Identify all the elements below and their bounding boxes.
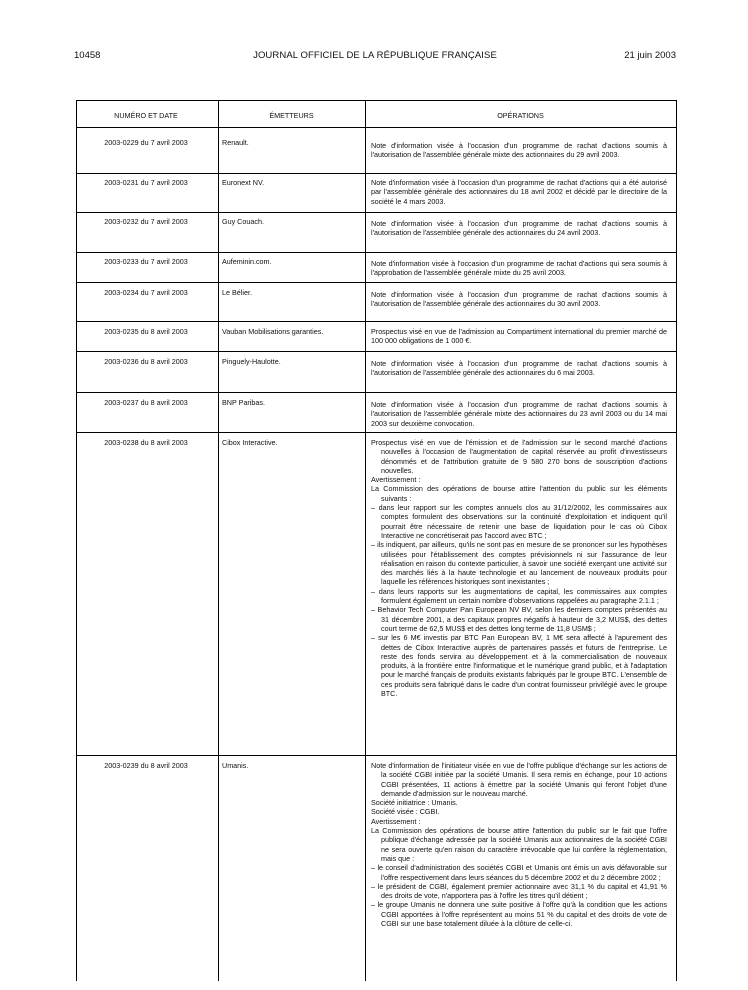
column-header-issuers: ÉMETTEURS (269, 111, 314, 120)
row-issuer: BNP Paribas. (222, 398, 266, 407)
row-operation: Note d'information visée à l'occasion d'un programme de rachat d'actions soumis à l'autorisation de l'assemblée générale des actionnaires du 30 avril 2003. (371, 290, 667, 309)
row-number: 2003-0238 du 8 avril 2003 (104, 438, 188, 447)
row-issuer: Le Bélier. (222, 288, 252, 297)
operations-table (76, 100, 677, 981)
row-number: 2003-0235 du 8 avril 2003 (104, 327, 188, 336)
column-header-operations: OPÉRATIONS (497, 111, 544, 120)
row-number: 2003-0239 du 8 avril 2003 (104, 761, 188, 770)
row-number: 2003-0229 du 7 avril 2003 (104, 138, 188, 147)
row-operation: Note d'information de l'initiateur visée en vue de l'offre publique d'échange sur les actions de la société CGBI initiée par la société Umanis. Il sera remis en échange, pour 10 actions CGBI présentées, 11 actions à émettre par la société Umanis qui feront l'objet d'une demande d'admission sur le nouveau marché. Société initiatrice : Umanis. Société visée : CGBI. Avertissement : La Commission des opérations de bourse attire l'attention du public sur le fait que l'offre publique d'échange adressée par la société Umanis aux actionnaires de la société CGBI ne sera ouverte qu'en raison du caractère irrévocable que lui confère la réglementation, mais que : – le conseil d'administration des sociétés CGBI et Umanis ont émis un avis défavorable sur l'offre respectivement dans leurs séances du 5 décembre 2002 et du 2 décembre 2002 ; – le président de CGBI, également premier actionnaire avec 31,1 % du capital et 41,91 % des droits de vote, n'apportera pas à l'offre les titres qu'il détient ; – le groupe Umanis ne donnera une suite positive à l'offre qu'à la condition que les actions CGBI apportées à l'offre représentent au moins 51 % du capital et des droits de vote de CGBI sur une base totalement diluée à la clôture de celle-ci. (371, 761, 667, 929)
row-number: 2003-0237 du 8 avril 2003 (104, 398, 188, 407)
row-operation: Note d'information visée à l'occasion d'un programme de rachat d'actions soumis à l'autorisation de l'assemblée générale mixte des actionnaires du 23 avril 2003 ou du 14 mai 2003 sur deuxième convocation. (371, 400, 667, 428)
row-issuer: Cibox Interactive. (222, 438, 278, 447)
issue-date: 21 juin 2003 (624, 50, 676, 61)
row-issuer: Pinguely-Haulotte. (222, 357, 281, 366)
column-divider (365, 101, 366, 981)
row-issuer: Umanis. (222, 761, 249, 770)
row-number: 2003-0233 du 7 avril 2003 (104, 257, 188, 266)
column-header-number-date: NUMÉRO ET DATE (114, 111, 178, 120)
journal-title: JOURNAL OFFICIEL DE LA RÉPUBLIQUE FRANÇAISE (253, 50, 497, 61)
row-number: 2003-0236 du 8 avril 2003 (104, 357, 188, 366)
row-operation: Note d'information visée à l'occasion d'un programme de rachat d'actions soumis à l'autorisation de l'assemblée générale des actionnaires du 24 avril 2003. (371, 219, 667, 238)
page-header (74, 50, 676, 64)
row-issuer: Euronext NV. (222, 178, 265, 187)
column-divider (218, 101, 219, 981)
row-number: 2003-0232 du 7 avril 2003 (104, 217, 188, 226)
row-operation: Note d'information visée à l'occasion d'un programme de rachat d'actions qui sera soumis à l'approbation de l'assemblée générale mixte du 25 avril 2003. (371, 259, 667, 278)
row-number: 2003-0234 du 7 avril 2003 (104, 288, 188, 297)
row-number: 2003-0231 du 7 avril 2003 (104, 178, 188, 187)
row-operation: Note d'information visée à l'occasion d'un programme de rachat d'actions soumis à l'autorisation de l'assemblée générale des actionnaires du 6 mai 2003. (371, 359, 667, 378)
row-issuer: Renault. (222, 138, 249, 147)
row-operation: Prospectus visé en vue de l'émission et de l'admission sur le second marché d'actions nouvelles à l'occasion de l'augmentation de capital réservée au profit d'investisseurs dénommés et de l'attribution gratuite de 9 580 270 bons de souscription d'actions nouvelles. Avertissement : La Commission des opérations de bourse attire l'attention du public sur les éléments suivants : – dans leur rapport sur les comptes annuels clos au 31/12/2002, les commissaires aux comptes formulent des observations sur la continuité d'exploitation et indiquent qu'il pourrait être nécessaire de retenir une base de liquidation pour le cas où Cibox Interactive ne concrétiserait pas l'accord avec BTC ; – ils indiquent, par ailleurs, qu'ils ne sont pas en mesure de se prononcer sur les hypothèses utilisées pour l'établissement des comptes prévisionnels ni sur l'assurance de leur réalisation en raison du contexte particulier, à savoir une société exerçant une activité sur des marchés liés à la haute technologie et au lancement de nouveaux produits pour laquelle les références historiques sont inexistantes ; – dans leurs rapports sur les augmentations de capital, les commissaires aux comptes formulent également un certain nombre d'observations rappelées au paragraphe 2.1.1 ; – Behavior Tech Computer Pan European NV BV, selon les derniers comptes présentés au 31 décembre 2001, a des capitaux propres négatifs à hauteur de 3,2 MUS$, des dettes court terme de 62,5 MUS$ et des dettes long terme de 11,8 USM$ ; – sur les 6 M€ investis par BTC Pan European BV, 1 M€ sera affecté à l'apurement des dettes de Cibox Interactive auprès de partenaires passés et futurs de l'entreprise. Le reste des fonds servira au développement et à la commercialisation de nouveaux produits, à la frontière entre l'informatique et le numérique grand public, et à l'adaptation pour le marché français de produits existants fabriqués par le groupe BTC. L'ensemble de ces produits sera fabriqué dans le cadre d'un contrat fournisseur privilégié avec le groupe BTC. (371, 438, 667, 699)
row-operation: Note d'information visée à l'occasion d'un programme de rachat d'actions soumis à l'autorisation de l'assemblée générale mixte des actionnaires du 29 avril 2003. (371, 141, 667, 160)
row-operation: Note d'information visée à l'occasion d'un programme de rachat d'actions qui a été autorisé par l'assemblée générale des actionnaires du 18 avril 2002 et décidé par le directoire de la société le 4 mars 2003. (371, 178, 667, 206)
row-issuer: Guy Couach. (222, 217, 264, 226)
row-issuer: Aufeminin.com. (222, 257, 272, 266)
row-issuer: Vauban Mobilisations garanties. (222, 327, 324, 336)
row-operation: Prospectus visé en vue de l'admission au Compartiment international du premier marché de 100 000 obligations de 1 000 €. (371, 327, 667, 346)
page-number: 10458 (74, 50, 101, 61)
